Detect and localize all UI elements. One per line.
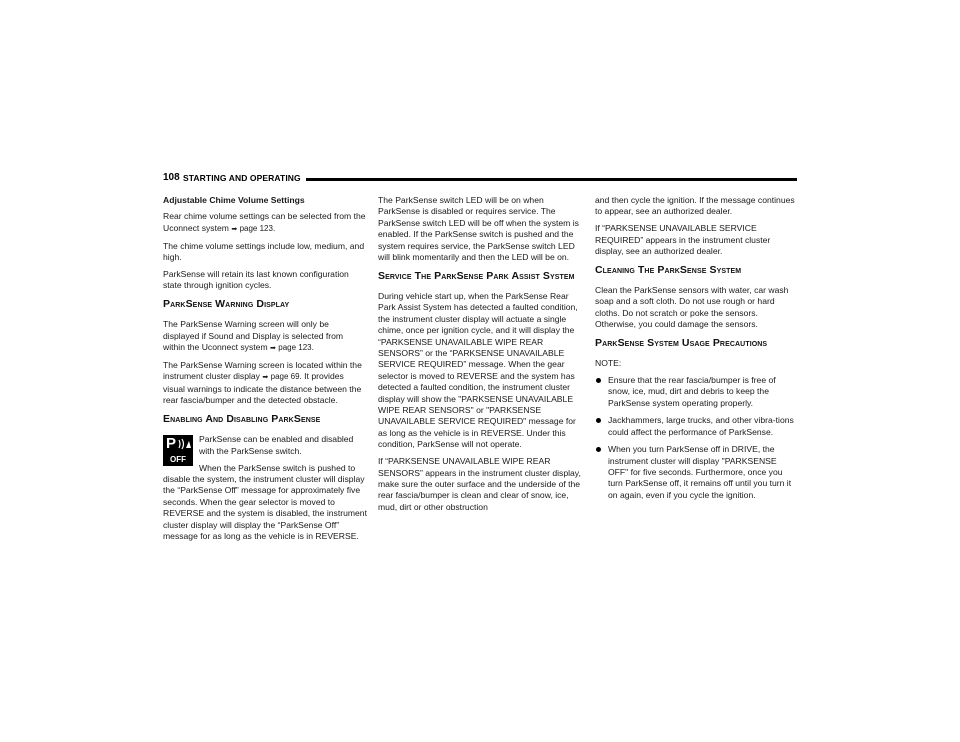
- page-reference[interactable]: page 123.: [278, 343, 314, 353]
- heading-enable-disable: Enabling And Disabling ParkSense: [163, 413, 321, 426]
- header-rule: [306, 178, 797, 181]
- paragraph: When the ParkSense switch is pushed to disable the system, the instrument cluster will display the “ParkSense Off” message for approximately five seconds. When the gear selector is moved to REVERSE and the system is disabled, the instrument cluster display will display the “ParkSense Off” message for as long as the vehicle is in REVERSE.: [163, 462, 367, 541]
- page-reference[interactable]: page 69.: [270, 372, 302, 382]
- column-2: [378, 195, 581, 519]
- paragraph: Rear chime volume settings can be selected from the Uconnect system ➡ page 123.: [163, 211, 366, 233]
- adjustable-chime-heading: Adjustable Chime Volume Settings: [163, 195, 305, 205]
- page-reference[interactable]: page 123.: [239, 223, 276, 233]
- column-3: [595, 195, 798, 507]
- arrow-right-icon: ➡: [270, 345, 276, 353]
- list-item: Jackhammers, large trucks, and other vibra-tions could affect the performance of ParkSense.: [595, 415, 798, 438]
- paragraph: If “PARKSENSE UNAVAILABLE WIPE REAR SENSORS” appears in the instrument cluster display, make sure the outer surface and the underside of the rear fascia/bumper is clean and clear of snow, ice, mud, dirt or other obstruction: [378, 456, 581, 512]
- precautions-list: [595, 375, 798, 501]
- heading-precautions: ParkSense System Usage Precautions: [595, 337, 768, 350]
- column-1: [163, 195, 367, 548]
- paragraph: The ParkSense Warning screen is located within the instrument cluster display ➡ page 69. It provides visual warnings to indicate the distance between the rear fascia/bumper and the detected obstacle.: [163, 360, 362, 406]
- paragraph: The chime volume settings include low, medium, and high.: [163, 240, 365, 263]
- heading-cleaning: Cleaning The ParkSense System: [595, 264, 742, 277]
- sensor-waves-icon: [178, 438, 192, 450]
- arrow-right-icon: ➡: [231, 225, 238, 233]
- arrow-right-icon: ➡: [262, 374, 269, 382]
- paragraph: ParkSense can be enabled and disabled with the ParkSense switch.: [199, 434, 354, 456]
- page-header: [163, 172, 797, 186]
- list-item: Ensure that the rear fascia/bumper is free of snow, ice, mud, dirt and debris to keep the ParkSense system operating properly.: [595, 375, 798, 409]
- paragraph: and then cycle the ignition. If the message continues to appear, see an authorized dealer.: [595, 195, 795, 217]
- paragraph: The ParkSense Warning screen will only be displayed if Sound and Display is selected from within the Uconnect system ➡ page 123.: [163, 319, 344, 353]
- section-title: STARTING AND OPERATING: [183, 173, 301, 183]
- note-label: NOTE:: [595, 358, 622, 369]
- paragraph: ParkSense will retain its last known configuration state through ignition cycles.: [163, 269, 349, 291]
- page-number: 108: [163, 172, 180, 183]
- heading-service-system: Service The ParkSense Park Assist System: [378, 269, 575, 282]
- heading-warning-display: ParkSense Warning Display: [163, 298, 290, 311]
- paragraph: If “PARKSENSE UNAVAILABLE SERVICE REQUIRED” appears in the instrument cluster display, see an authorized dealer.: [595, 223, 771, 257]
- paragraph: During vehicle start up, when the ParkSense Rear Park Assist System has detected a faulted condition, the instrument cluster display will actuate a single chime, once per ignition cycle, and it will display the “PARKSENSE UNAVAILABLE WIPE REAR SENSORS” or the “PARKSENSE UNAVAILABLE SERVICE REQUIRED” message. When the gear selector is moved to REVERSE and the system has detected a faulted condition, the instrument cluster display will show the "PARKSENSE UNAVAILABLE WIPE REAR SENSORS" or "PARKSENSE UNAVAILABLE SERVICE REQUIRED" message for as long as the vehicle is in REVERSE. Under this condition, ParkSense will not operate.: [378, 290, 578, 450]
- parksense-off-icon: P OFF: [163, 435, 193, 466]
- paragraph: Clean the ParkSense sensors with water, car wash soap and a soft cloth. Do not use rough or hard cloths. Do not scratch or poke the sensors. Otherwise, you could damage the sensors.: [595, 285, 789, 330]
- list-item: When you turn ParkSense off in DRIVE, the instrument cluster will display "PARKSENSE OFF" for five seconds. Furthermore, once you turn ParkSense off, it remains off until you turn it on again, even if you cycle the ignition.: [595, 444, 798, 501]
- paragraph: The ParkSense switch LED will be on when ParkSense is disabled or requires service. The ParkSense switch LED will be off when the system is enabled. If the ParkSense switch is pushed and the system requires service, the ParkSense switch LED will blink momentarily and then the LED will be on.: [378, 195, 579, 263]
